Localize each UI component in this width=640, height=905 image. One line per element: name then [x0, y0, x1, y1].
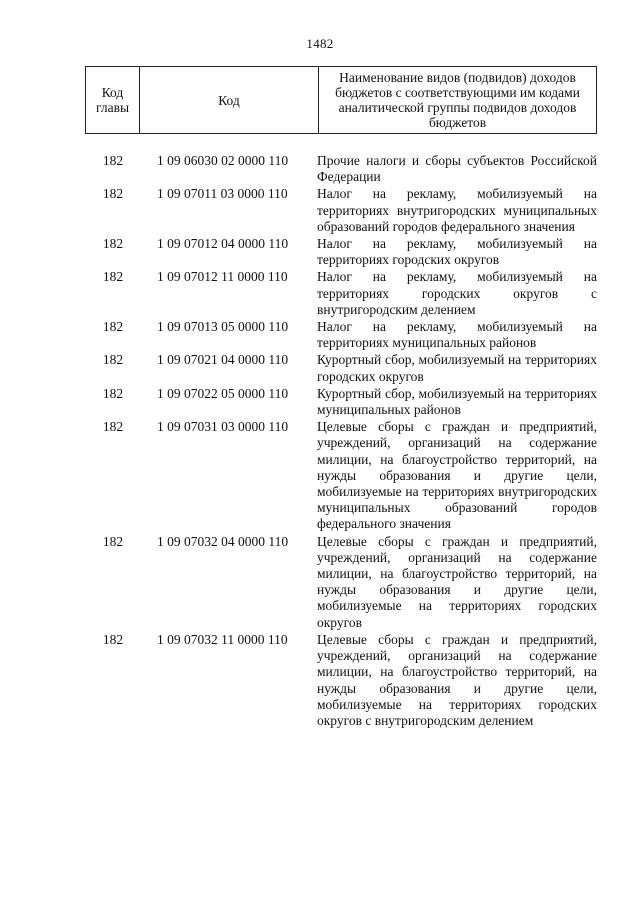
- chapter-code-cell: 182: [102, 319, 124, 335]
- header-name: Наименование видов (подвидов) доходов бюджетов с соответствующими им кодами аналитической группы подвидов доходов бюджетов: [319, 67, 597, 134]
- budget-code-cell: 1 09 07013 05 0000 110: [157, 319, 289, 335]
- header-code: Код: [140, 67, 319, 134]
- chapter-code-cell: 182: [102, 153, 124, 168]
- chapter-code-cell: 182: [102, 419, 124, 435]
- chapter-code-cell: 182: [102, 236, 124, 252]
- table-row: [85, 236, 597, 268]
- table-header: [85, 66, 597, 134]
- table-row: [85, 186, 597, 235]
- budget-code-cell: 1 09 07022 05 0000 110: [157, 385, 289, 401]
- chapter-code-cell: 182: [102, 269, 124, 285]
- budget-code-cell: 1 09 07012 04 0000 110: [157, 236, 289, 252]
- budget-code-cell: 1 09 07021 04 0000 110: [157, 352, 289, 368]
- header-chapter-code: Код главы: [86, 67, 140, 134]
- income-name-cell: Курортный сбор, мобилизуемый на территориях муниципальных районов: [317, 385, 597, 418]
- table-row: [85, 319, 597, 351]
- table-row: [85, 386, 597, 418]
- income-name-cell: Налог на рекламу, мобилизуемый на территориях городских округов с внутригородским делением: [317, 269, 597, 317]
- chapter-code-cell: 182: [102, 533, 124, 549]
- budget-code-cell: 1 09 07032 11 0000 110: [157, 631, 288, 647]
- table-body: [85, 153, 597, 730]
- chapter-code-cell: 182: [102, 385, 124, 401]
- budget-code-cell: 1 09 07012 11 0000 110: [157, 269, 288, 285]
- chapter-code-cell: 182: [102, 186, 124, 202]
- budget-code-cell: 1 09 06030 02 0000 110: [157, 153, 289, 168]
- chapter-code-cell: 182: [102, 352, 124, 368]
- income-name-cell: Целевые сборы с граждан и предприятий, учреждений, организаций на содержание милиции, на благоустройство территорий, на нужды образования и другие цели, мобилизуемые на территориях внутригородских муниципальных образований городов федерального значения: [317, 419, 597, 532]
- page-number: 1482: [306, 36, 334, 51]
- budget-code-cell: 1 09 07011 03 0000 110: [157, 186, 288, 202]
- budget-code-cell: 1 09 07032 04 0000 110: [157, 533, 289, 549]
- chapter-code-cell: 182: [102, 631, 124, 647]
- income-name-cell: Налог на рекламу, мобилизуемый на территориях муниципальных районов: [317, 319, 597, 351]
- income-name-cell: Курортный сбор, мобилизуемый на территориях городских округов: [317, 352, 597, 384]
- table-row: [85, 352, 597, 384]
- income-name-cell: Целевые сборы с граждан и предприятий, учреждений, организаций на содержание милиции, на благоустройство территорий, на нужды образования и другие цели, мобилизуемые на территориях городских округов с внутригородским делением: [317, 631, 597, 728]
- income-name-cell: Целевые сборы с граждан и предприятий, учреждений, организаций на содержание милиции, на благоустройство территорий, на нужды образования и другие цели, мобилизуемые на территориях городских округов: [317, 533, 597, 630]
- table-row: [85, 419, 597, 532]
- table-row: [85, 632, 597, 729]
- income-name-cell: Налог на рекламу, мобилизуемый на территориях городских округов: [317, 236, 597, 268]
- table-row: [85, 269, 597, 318]
- table-row: [85, 153, 597, 185]
- budget-code-cell: 1 09 07031 03 0000 110: [157, 419, 289, 435]
- table-row: [85, 534, 597, 631]
- income-name-cell: Налог на рекламу, мобилизуемый на территориях внутригородских муниципальных образований городов федерального значения: [317, 186, 597, 234]
- income-name-cell: Прочие налоги и сборы субъектов Российской Федерации: [317, 153, 597, 185]
